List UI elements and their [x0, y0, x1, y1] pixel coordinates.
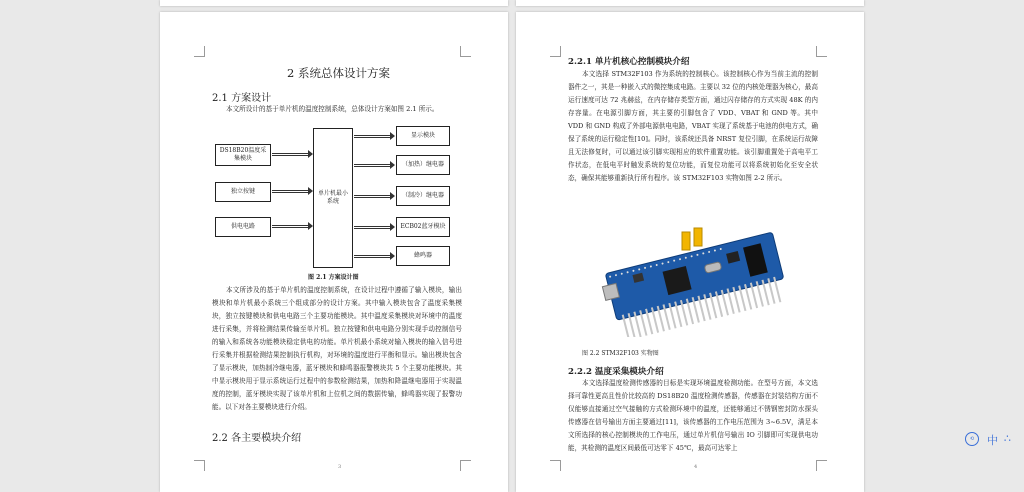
- page-margin-mark: [816, 46, 827, 57]
- diagram-arrow: [354, 195, 390, 198]
- diagram-box-heating-relay: （加热）继电器: [396, 155, 450, 175]
- diagram-arrow: [272, 190, 308, 193]
- more-icon[interactable]: ∴: [1004, 432, 1011, 445]
- diagram-box-power: 供电电路: [215, 217, 271, 237]
- chapter-title: 2 系统总体设计方案: [287, 66, 390, 80]
- diagram-box-cooling-relay: （制冷）继电器: [396, 186, 450, 206]
- intro-paragraph: 本文所设计的基于单片机的温度控制系统，总体设计方案如图 2.1 所示。: [226, 105, 439, 113]
- section-title: 2.2 各主要模块介绍: [212, 433, 302, 444]
- diagram-arrow: [272, 153, 308, 156]
- section-title: 2.2.1 单片机核心控制模块介绍: [568, 57, 690, 67]
- section-title: 2.2.2 温度采集模块介绍: [568, 367, 664, 377]
- section-title: 2.1 方案设计: [212, 93, 272, 104]
- language-toggle[interactable]: 中: [987, 434, 998, 447]
- previous-page-right-bottom: [516, 0, 864, 6]
- previous-page-left-bottom: [160, 0, 508, 6]
- page-margin-mark: [194, 46, 205, 57]
- system-block-diagram: [212, 118, 462, 270]
- stm32-board-image: [596, 212, 796, 337]
- diagram-box-keys: 独立按键: [215, 182, 271, 202]
- body-paragraph: 本文所涉及的基于单片机的温度控制系统，在设计过程中遵循了输入模块，输出模块和单片机最小系统三个组成部分的设计方案。其中输入模块包含了温度采集模块，独立按键模块和供电电路三个主要功能模块。其中温度采集模块对环境中的温度进行采集，并将检测结果传输至单片机。独立按键和供电电路分别实现手动控制信号的输入和系统各功能模块稳定供电的功能。单片机最小系统对输入模块的输入信号进行采集并根据检测结果控制执行机构，对环境的温度进行平衡和显示。输出模块包含了显示模块，加热制冷继电器，蓝牙模块和蜂鸣器报警模块共 5 个主要功能模块。其中显示模块用于显示系统运行过程中的参数检测结果，加热和降温继电器用于实现温度的控制，蓝牙模块实现了该单片机和上位机之间的数据传输，蜂鸣器实现了报警功能。以下对各主要模块进行介绍。: [212, 286, 462, 411]
- diagram-arrow: [354, 164, 390, 167]
- page-margin-mark: [550, 46, 561, 57]
- diagram-arrow: [272, 225, 308, 228]
- translate-icon[interactable]: ⟲: [965, 432, 979, 446]
- page-number: 3: [338, 464, 342, 470]
- diagram-box-mcu: 单片机最小系统: [313, 128, 353, 268]
- figure-caption: 图 2.1 方案设计图: [308, 274, 359, 281]
- diagram-box-display: 显示模块: [396, 126, 450, 146]
- diagram-box-buzzer: 蜂鸣器: [396, 246, 450, 266]
- diagram-arrow: [354, 135, 390, 138]
- diagram-arrow: [354, 255, 390, 258]
- right-document-page: [516, 12, 864, 492]
- page-number: 4: [694, 464, 698, 470]
- left-document-page: [160, 12, 508, 492]
- mcu-paragraph: 本文选择 STM32F103 作为系统的控制核心。该控制核心作为当前主流的控制器件之一，其是一种嵌入式的微控集成电路。主要以 32 位的内核处理器为核心，最高运行速度可达 72 兆赫兹，在内存储存类型方面，通过闪存储存的方式实现 48K 的内存容量。在电源引脚方面，其主要的引脚包含了 VDD、VBAT 和 GND 等。其中 VDD 和 GND 构成了外部电源供电电路，VBAT 实现了系统基于电池的供电方式，确保了系统的运行稳定性[10]。同时，该系统还具备 NRST 复位引脚，在系统运行故障且无法修复时，可以通过该引脚实现相应的软件重置功能。该引脚重置处于高电平工作状态，在低电平时触发系统的复位功能，而复位功能可以将系统初始化至安全状态，确保其能够重新执行所有程序。该 STM32F103 实物如图 2-2 所示。: [568, 70, 818, 182]
- diagram-box-temperature: DS18B20温度采集模块: [215, 144, 271, 166]
- page-margin-mark: [460, 460, 471, 471]
- page-margin-mark: [550, 460, 561, 471]
- temperature-paragraph: 本文选择温度检测传感器的目标是实现环境温度检测功能。在型号方面，本文选择可靠性更高且性价比较高的 DS18B20 温度检测传感器，传感器在封装结构方面不仅能够直接通过空气接触的方式检测环境中的温度，还能够通过不锈钢密封防水探头传感器在信号输出方面主要通过[11]，该传感器的工作电压范围为 3~6.5V，满足本文所选择的核心控制模块的工作电压，通过单片机信号输出 IO 引脚即可实现供电功能，其检测的温度区间最低可达零下 45℃，最高可达零上: [568, 379, 818, 452]
- page-margin-mark: [194, 460, 205, 471]
- page-margin-mark: [460, 46, 471, 57]
- page-margin-mark: [816, 460, 827, 471]
- figure-caption: 图 2.2 STM32F103 实物图: [582, 350, 659, 357]
- diagram-box-bluetooth: ECB02蓝牙模块: [396, 217, 450, 237]
- diagram-arrow: [354, 226, 390, 229]
